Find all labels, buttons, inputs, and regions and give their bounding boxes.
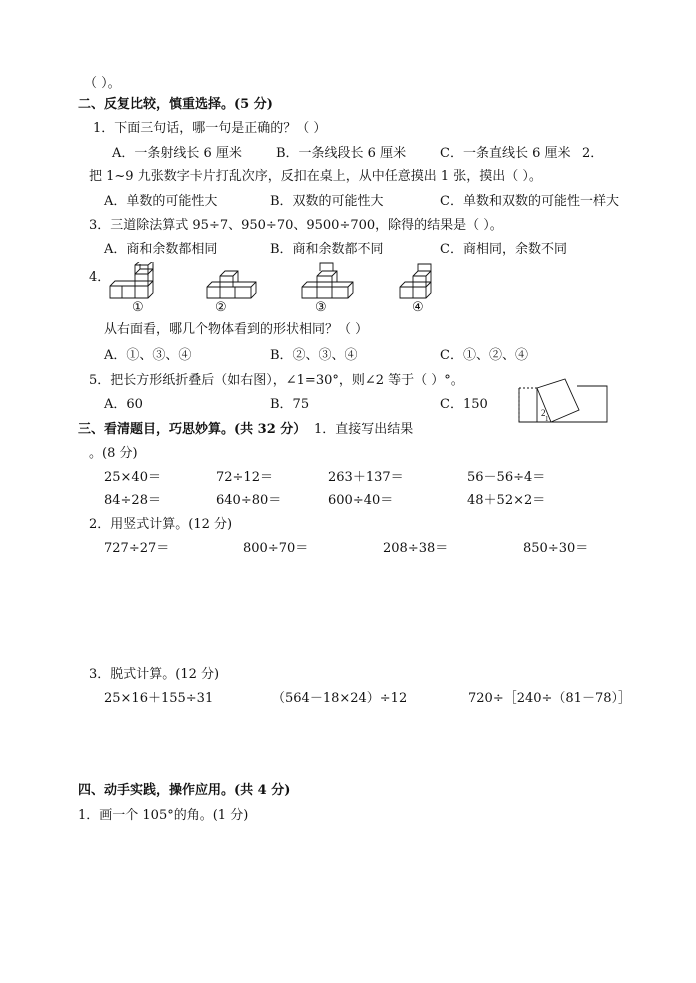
s3-q1-title: 1．直接写出结果 <box>314 422 414 437</box>
q2-stem: 把 1~9 九张数字卡片打乱次序，反扣在桌上，从中任意摸出 1 张，摸出（ ）。 <box>89 169 542 184</box>
cube-figure-3 <box>300 262 358 300</box>
cube-figure-4 <box>398 262 438 300</box>
s3-q2-title: 2．用竖式计算。(12 分) <box>89 517 233 532</box>
q3-option-a: A．商和余数都相同 <box>104 242 218 257</box>
angle-1-label: 1 <box>545 415 549 423</box>
vertical-calc-4: 850÷30＝ <box>523 541 589 556</box>
q2-option-a: A．单数的可能性大 <box>104 194 218 209</box>
q2-number: 2． <box>582 146 604 161</box>
q5-stem: 5．把长方形纸折叠后（如右图），∠1=30°，则∠2 等于（ ）°。 <box>89 373 464 388</box>
stepwise-calc-3: 720÷［240÷（81－78）］ <box>468 691 631 706</box>
angle-2-label: 2 <box>541 408 546 418</box>
q1-option-b: B．一条线段长 6 厘米 <box>276 146 407 161</box>
q5-option-b: B．75 <box>270 397 310 412</box>
direct-calc-6: 640÷80＝ <box>216 493 282 508</box>
q1-option-c: C．一条直线长 6 厘米 <box>440 146 571 161</box>
cube-figure-2 <box>205 270 261 300</box>
direct-calc-4: 56－56÷4＝ <box>467 470 546 485</box>
vertical-calc-1: 727÷27＝ <box>104 541 170 556</box>
s3-q1-score: 。(8 分) <box>89 446 138 461</box>
figure-label-1: ① <box>132 300 144 315</box>
figure-label-4: ④ <box>412 300 424 315</box>
section-3-title: 三、看清题目，巧思妙算。(共 32 分） <box>78 422 307 437</box>
folded-paper-figure <box>517 376 609 426</box>
q2-option-b: B．双数的可能性大 <box>270 194 384 209</box>
q1-option-a: A．一条射线长 6 厘米 <box>112 146 242 161</box>
stepwise-calc-1: 25×16＋155÷31 <box>104 691 214 706</box>
q5-option-c: C．150 <box>440 397 488 412</box>
q5-option-a: A．60 <box>104 397 143 412</box>
direct-calc-1: 25×40＝ <box>104 470 161 485</box>
direct-calc-2: 72÷12＝ <box>216 470 273 485</box>
continuation-answer-blank: （ ）。 <box>84 76 121 91</box>
s3-q3-title: 3．脱式计算。(12 分) <box>89 667 220 682</box>
section-2-title: 二、反复比较，慎重选择。(5 分) <box>78 97 273 112</box>
q4-number: 4． <box>89 270 111 285</box>
q2-option-c: C．单数和双数的可能性一样大 <box>440 194 619 209</box>
section-4-title: 四、动手实践，操作应用。(共 4 分) <box>78 783 291 798</box>
direct-calc-3: 263＋137＝ <box>328 470 404 485</box>
vertical-calc-3: 208÷38＝ <box>383 541 449 556</box>
figure-label-3: ③ <box>315 300 327 315</box>
vertical-calc-2: 800÷70＝ <box>243 541 309 556</box>
figure-label-2: ② <box>215 300 227 315</box>
s4-q1: 1．画一个 105°的角。(1 分) <box>78 808 249 823</box>
q4-option-b: B．②、③、④ <box>270 348 358 363</box>
direct-calc-5: 84÷28＝ <box>104 493 161 508</box>
q4-option-c: C．①、②、④ <box>440 348 528 363</box>
q3-stem: 3．三道除法算式 95÷7、950÷70、9500÷700，除得的结果是（ ）。 <box>89 218 503 233</box>
q3-option-c: C．商相同，余数不同 <box>440 242 567 257</box>
stepwise-calc-2: （564－18×24）÷12 <box>272 691 408 706</box>
q1-stem: 1．下面三句话，哪一句是正确的？（ ） <box>93 121 327 136</box>
cube-figure-1 <box>108 262 160 300</box>
direct-calc-8: 48＋52×2＝ <box>467 493 546 508</box>
q4-option-a: A．①、③、④ <box>104 348 192 363</box>
q4-stem: 从右面看，哪几个物体看到的形状相同？（ ） <box>104 322 369 337</box>
direct-calc-7: 600÷40＝ <box>328 493 394 508</box>
q3-option-b: B．商和余数都不同 <box>270 242 384 257</box>
